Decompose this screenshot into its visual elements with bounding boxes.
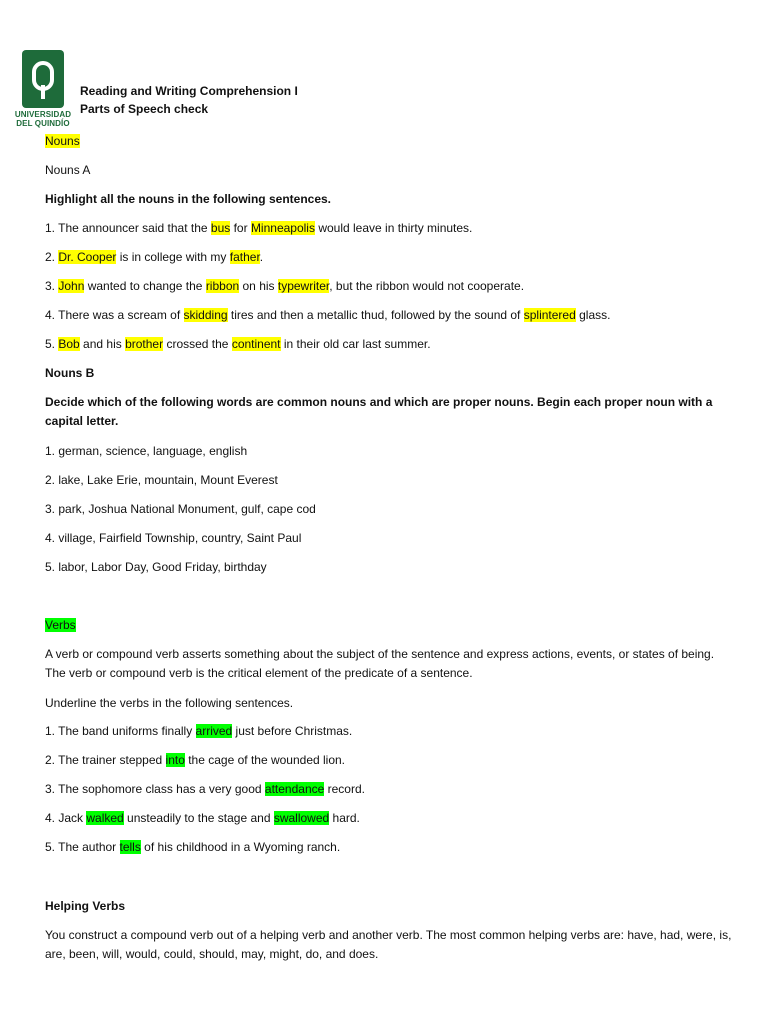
verbs-item: 5. The author tells of his childhood in a Wyoming ranch.	[45, 840, 341, 854]
logo-mark-icon	[22, 50, 64, 108]
nouns-a-item: 5. Bob and his brother crossed the continent in their old car last summer.	[45, 337, 431, 351]
verbs-item: 1. The band uniforms finally arrived just before Christmas.	[45, 724, 353, 738]
verbs-definition: A verb or compound verb asserts something about the subject of the sentence and express actions, events, or states of being. The verb or compound verb is the critical element of the predicate of a sentence.	[45, 647, 715, 680]
university-logo	[12, 50, 74, 130]
verbs-item: 3. The sophomore class has a very good attendance record.	[45, 782, 365, 796]
verbs-heading: Verbs	[45, 618, 76, 632]
nouns-a-item: 1. The announcer said that the bus for Minneapolis would leave in thirty minutes.	[45, 221, 473, 235]
nouns-b-title: Nouns B	[45, 366, 95, 380]
course-title: Reading and Writing Comprehension I	[80, 84, 298, 98]
verbs-item: 4. Jack walked unsteadily to the stage and swallowed hard.	[45, 811, 360, 825]
verbs-instruction: Underline the verbs in the following sentences.	[45, 696, 294, 710]
nouns-b-item: 4. village, Fairfield Township, country, Saint Paul	[45, 531, 302, 545]
document-subtitle: Parts of Speech check	[80, 102, 209, 116]
nouns-heading: Nouns	[45, 134, 80, 148]
nouns-a-item: 2. Dr. Cooper is in college with my father.	[45, 250, 264, 264]
nouns-a-title: Nouns A	[45, 163, 91, 177]
verbs-item: 2. The trainer stepped into the cage of the wounded lion.	[45, 753, 346, 767]
nouns-b-item: 3. park, Joshua National Monument, gulf, cape cod	[45, 502, 316, 516]
helping-verbs-title: Helping Verbs	[45, 899, 126, 913]
nouns-b-item: 1. german, science, language, english	[45, 444, 248, 458]
nouns-a-instruction: Highlight all the nouns in the following sentences.	[45, 192, 332, 206]
nouns-b-item: 5. labor, Labor Day, Good Friday, birthday	[45, 560, 267, 574]
document-header	[80, 82, 298, 118]
nouns-b-item: 2. lake, Lake Erie, mountain, Mount Everest	[45, 473, 278, 487]
helping-verbs-text: You construct a compound verb out of a helping verb and another verb. The most common helping verbs are: have, had, were, is, are, been, will, would, could, should, may, might, do, and does.	[45, 928, 732, 961]
nouns-a-item: 4. There was a scream of skidding tires and then a metallic thud, followed by the sound of splintered glass.	[45, 308, 611, 322]
logo-text-line1: UNIVERSIDAD	[14, 110, 72, 119]
logo-text-line2: DEL QUINDÍO	[16, 119, 70, 128]
nouns-b-instruction: Decide which of the following words are common nouns and which are proper nouns. Begin each proper noun with a capital letter.	[45, 395, 713, 428]
nouns-a-item: 3. John wanted to change the ribbon on his typewriter, but the ribbon would not cooperate.	[45, 279, 525, 293]
